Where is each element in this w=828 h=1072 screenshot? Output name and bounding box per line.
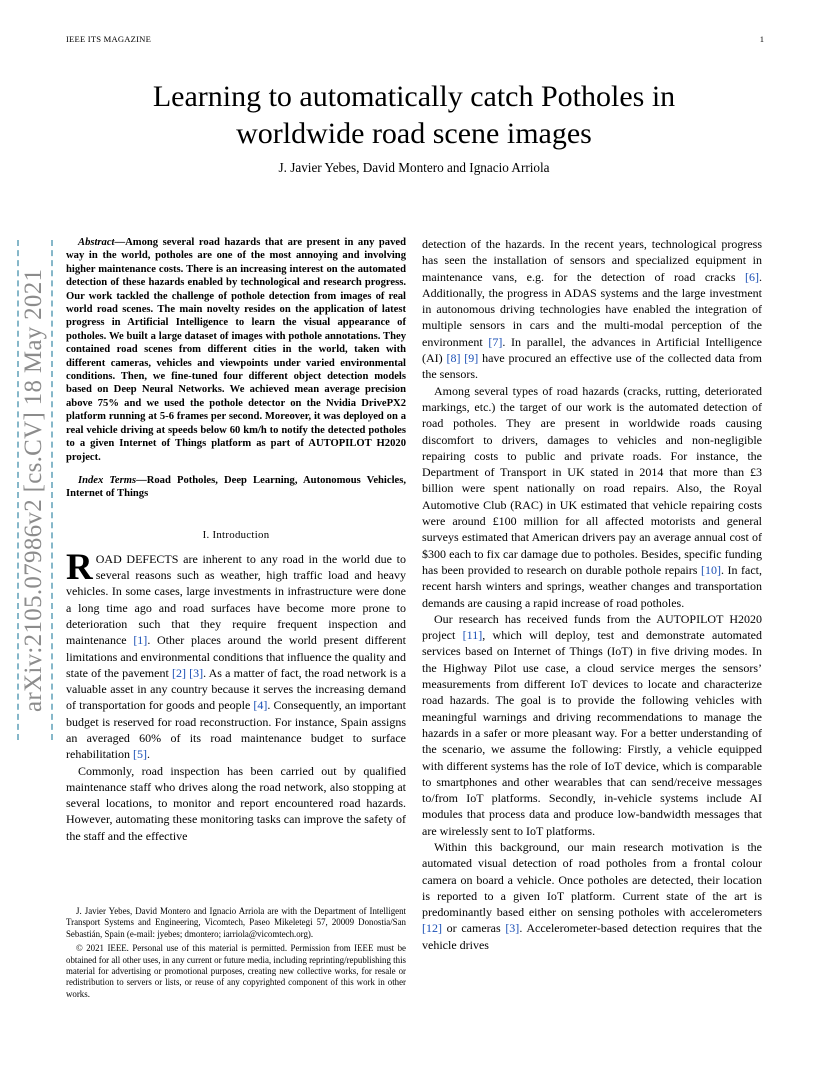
citation-link[interactable]: [3] (505, 921, 520, 936)
text-span: . (146, 747, 150, 762)
citation-link[interactable]: [6] (745, 269, 759, 284)
copyright-footnote: © 2021 IEEE. Personal use of this material is permitted. Permission from IEEE must be obtained for all other uses, in any current or future media, including reprinting/republishing this material for advertising or promotional purposes, creating new collective works, for resale or redistribution to servers or lists, or reuse of any copyrighted component of this work in other works. (66, 943, 406, 999)
index-terms-label: Index Terms (78, 474, 137, 486)
citation-link[interactable]: [3] (189, 665, 204, 680)
text-span: . Consequently, an important budget is reserved for road reconstruction. For instance, Spain assigns an averaged 60% of its road maintenance budget to surface rehabilitation (66, 698, 406, 762)
abstract (66, 236, 406, 464)
text-span: , which will deploy, test and demonstrate automated services based on Internet of Things (IoT) in five driving modes. In the Highway Pilot use case, a cloud service merges the sensors’ measurements from different IoT devices to locate and characterize road hazards. The goal is to provide the following vehicles with meaningful warnings and driving recommendations to manage the hazards in a safer or more pleasant way. For a better understanding of the scenario, we assume the following: Firstly, a vehicle equipped with different systems has the role of IoT device, which is comparable to smartphones and other wearables that can send/receive messages to/from IoT platforms. Secondly, in-vehicle systems include AI modules that process data and produce low-bandwidth messages that are wirelessly sent to IoT platforms. (422, 628, 762, 838)
abstract-text: —Among several road hazards that are present in any paved way in the world, potholes are one of the most annoying and involving higher maintenance costs. There is an increasing interest on the automated detection of these hazards enabled by technological and research progress. Our work tackled the challenge of pothole detection from images of real world road scenes. The main novelty resides on the application of latest progress in Artificial Intelligence to learn the visual appearance of potholes. We built a large dataset of images with pothole annotations. They contained road scenes from different cities in the world, taken with different cameras, vehicles and viewpoints under varied environmental conditions. Then, we fine-tuned four different object detection models based on Deep Neural Networks. We achieved mean average precision above 75% and we used the pothole detector on the Nvidia DrivePX2 platform running at 5-6 frames per second. Moreover, it was deployed on a real vehicle driving at speeds below 60 km/h to notify the detected potholes to a given Internet of Things platform as part of AUTOPILOT H2020 project. (66, 237, 406, 463)
text-span: or cameras (442, 921, 506, 936)
citation-link[interactable]: [9] (464, 351, 479, 366)
journal-name: IEEE ITS MAGAZINE (66, 34, 152, 44)
text-span: . In fact, recent harsh winters and springs, weather changes and transportation demands are causing a rapid increase of road potholes. (422, 562, 762, 610)
text-span: . As a matter of fact, the road network is a valuable asset in any country because it serves the increasing demand of transportation for goods and people (66, 665, 407, 713)
citation-link[interactable]: [7] (488, 334, 503, 349)
abstract-label: Abstract (78, 237, 115, 248)
right-paragraph-4 (422, 839, 762, 953)
text-span: Among several types of road hazards (cracks, rutting, deteriorated markings, etc.) the target of our work is the automated detection of road potholes. They are present in worldwide roads causing discomfort to drivers, damages to vehicles and non-negligible repairing costs to public and private roads. For instance, the Department of Transport in UK stated in 2014 that more than £3 billion were spent nationally on road repairs. Also, the Royal Automotive Club (RAC) in UK estimated that vehicle repairing costs were around £100 million for all affected motorists and general surveys estimated that American drivers pay an average annual cost of $300 each to fix car damage due to potholes. Besides, specific funding has been provided to research on durable pothole repairs (422, 383, 762, 577)
page-header (66, 34, 764, 48)
citation-link[interactable]: [1] (133, 633, 148, 648)
section-heading-introduction: I. Introduction (202, 528, 270, 541)
paper-title-line-1: Learning to automatically catch Potholes in (152, 80, 676, 113)
intro-paragraph-1 (66, 546, 407, 763)
text-span: are inherent to any road in the world due to several reasons such as weather, high traffic load and heavy vehicles. In some cases, large investments in infrastructure were done a long time ago and road surfaces have become more prone to deterioration such that they require frequent inspection and maintenance (66, 551, 406, 648)
intro-paragraph-2: Commonly, road inspection has been carried out by qualified maintenance staff who drives along the road network, also stopping at several locations, to monitor and report encountered road hazards. However, automating these monitoring tasks can improve the safety of the staff and the effective (66, 763, 406, 843)
right-paragraph-2 (422, 383, 762, 611)
text-span: Our research has received funds from the AUTOPILOT H2020 project (422, 611, 762, 643)
text-span: . Additionally, the progress in ADAS systems and the large investment in autonomous driving technologies have enabled the integration of multiple sensors in cars and the multi-modal perception of the environment (422, 269, 762, 349)
right-column (422, 236, 762, 953)
citation-link[interactable]: [2] (171, 665, 186, 680)
citation-link[interactable]: [10] (700, 562, 721, 577)
arxiv-stamp-border-right (51, 240, 53, 740)
footnotes (66, 906, 406, 1000)
citation-link[interactable]: [12] (422, 921, 442, 936)
arxiv-stamp-text[interactable]: arXiv:2105.07986v2 [cs.CV] 18 May 2021 (20, 268, 47, 712)
citation-link[interactable]: [8] (446, 351, 461, 366)
right-paragraph-3 (422, 611, 762, 839)
index-terms-text: —Road Potholes, Deep Learning, Autonomous Vehicles, Internet of Things (66, 474, 406, 500)
drop-cap: R (66, 546, 93, 588)
text-span: . In parallel, the advances in Artificial Intelligence (AI) (422, 334, 762, 366)
left-column (66, 236, 406, 844)
text-span: have procured an effective use of the collected data from the sensors. (422, 351, 762, 382)
paper-title (80, 78, 748, 152)
text-span: . Other places around the world present different limitations and environmental conditions that influence the quality and state of the pavement (66, 633, 407, 680)
paper-title-line-2: worldwide road scene images (236, 117, 592, 150)
author-list: J. Javier Yebes, David Montero and Ignacio Arriola (278, 160, 550, 175)
text-span: . Accelerometer-based detection requires that the vehicle drives (422, 921, 762, 952)
text-span: Within this background, our main research motivation is the automated visual detection of road potholes from a frontal colour camera on board a vehicle. Once potholes are detected, their location is reported to a given IoT platform. Current state of the art is predominantly based either on sensing potholes with accelerometers (422, 839, 762, 920)
intro-lead: OAD DEFECTS (95, 551, 179, 566)
right-paragraph-1 (422, 236, 762, 383)
affiliation-footnote: J. Javier Yebes, David Montero and Ignacio Arriola are with the Department of Intelligent Transport Systems and Engineering, Vicomtech, Paseo Mikeletegi 57, 20009 Donostia/San Sebastián, Spain (e-mail: jyebes; dmontero; iarriola@vicomtech.org). (66, 906, 406, 939)
arxiv-stamp[interactable] (17, 240, 51, 740)
citation-link[interactable]: [5] (132, 747, 147, 762)
index-terms (66, 474, 406, 501)
page-number: 1 (759, 34, 764, 44)
citation-link[interactable]: [4] (253, 698, 268, 713)
text-span: detection of the hazards. In the recent years, technological progress has seen the installation of sensors and specialized equipment in maintenance vans, e.g. for the detection of road cracks (422, 237, 762, 284)
citation-link[interactable]: [11] (462, 628, 483, 643)
